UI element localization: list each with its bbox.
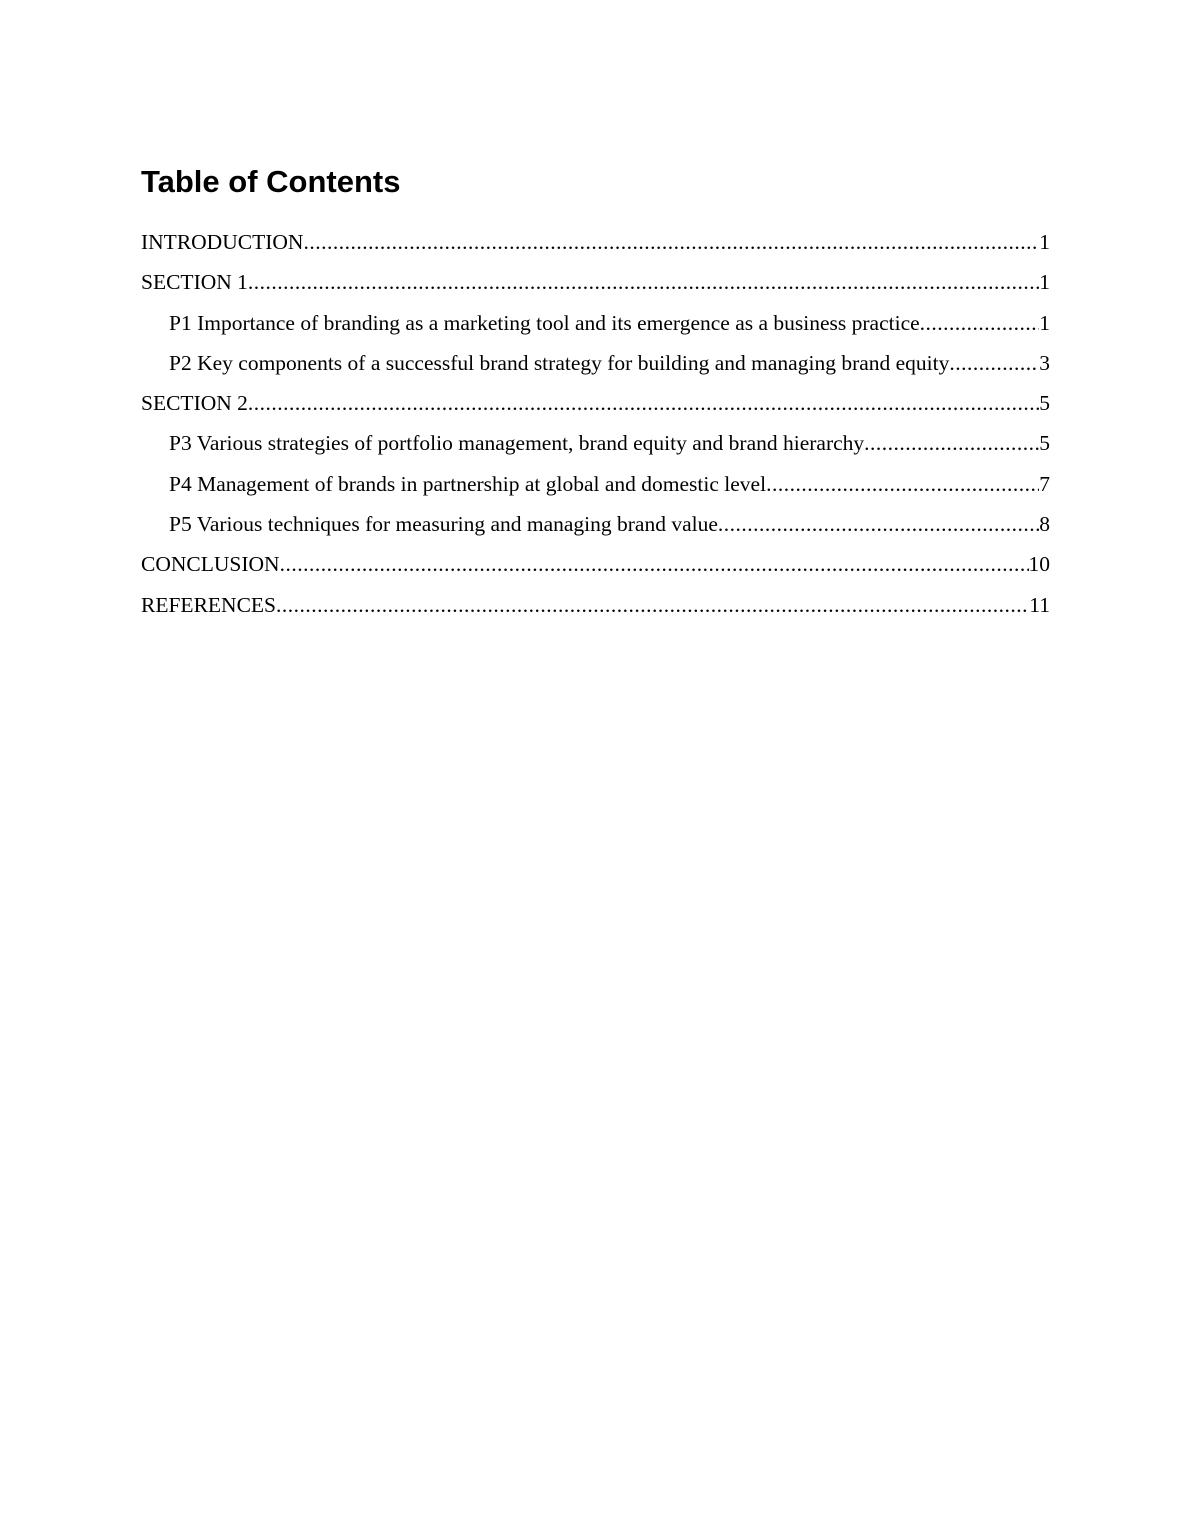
toc-page-number: 7 xyxy=(1039,471,1050,496)
toc-entry-text: REFERENCES xyxy=(141,592,276,617)
toc-page-number: 10 xyxy=(1028,552,1050,577)
toc-entry-p1[interactable] xyxy=(141,309,1050,349)
toc-entry-text: P4 Management of brands in partnership at global and domestic level xyxy=(169,471,767,496)
toc-dot-leader xyxy=(248,389,1039,417)
toc-entry-p4[interactable] xyxy=(141,470,1050,510)
toc-entry-p2[interactable] xyxy=(141,349,1050,389)
toc-entry-text: CONCLUSION xyxy=(141,552,280,577)
toc-dot-leader xyxy=(718,510,1039,538)
toc-dot-leader xyxy=(766,470,1039,498)
toc-page-number: 1 xyxy=(1039,230,1050,254)
toc-entry-section-2[interactable] xyxy=(141,389,1050,429)
toc-entry-text: SECTION 2 xyxy=(141,391,248,416)
toc-page-number: 1 xyxy=(1039,310,1050,335)
toc-dot-leader xyxy=(280,550,1029,578)
toc-page-number: 8 xyxy=(1039,512,1050,537)
toc-entry-text: P2 Key components of a successful brand strategy for building and managing brand equity xyxy=(169,350,950,375)
toc-page-number: 1 xyxy=(1039,270,1050,295)
toc-dot-leader xyxy=(949,349,1039,377)
toc-entry-section-1[interactable] xyxy=(141,268,1050,308)
toc-entry-conclusion[interactable] xyxy=(141,550,1050,590)
toc-dot-leader xyxy=(248,268,1039,296)
toc-entry-references[interactable] xyxy=(141,591,1050,631)
toc-page-number: 5 xyxy=(1039,391,1050,416)
toc-page-number: 11 xyxy=(1029,592,1050,617)
toc-entry-introduction[interactable] xyxy=(141,228,1050,268)
toc-page-number: 5 xyxy=(1039,431,1050,456)
toc-entry-text: INTRODUCTION xyxy=(141,230,304,254)
toc-entry-text: P1 Importance of branding as a marketing tool and its emergence as a business practice xyxy=(169,310,920,335)
toc-entry-text: P5 Various techniques for measuring and managing brand value xyxy=(169,512,718,537)
toc-entry-text: P3 Various strategies of portfolio management, brand equity and brand hierarchy xyxy=(169,431,865,456)
toc-list xyxy=(141,228,1050,631)
toc-dot-leader xyxy=(276,591,1029,619)
toc-entry-text: SECTION 1 xyxy=(141,270,248,295)
toc-entry-p3[interactable] xyxy=(141,429,1050,469)
toc-heading: Table of Contents xyxy=(141,164,401,199)
toc-dot-leader xyxy=(920,309,1040,337)
toc-entry-p5[interactable] xyxy=(141,510,1050,550)
toc-page-number: 3 xyxy=(1039,350,1050,375)
toc-dot-leader xyxy=(303,228,1039,256)
toc-dot-leader xyxy=(864,429,1039,457)
